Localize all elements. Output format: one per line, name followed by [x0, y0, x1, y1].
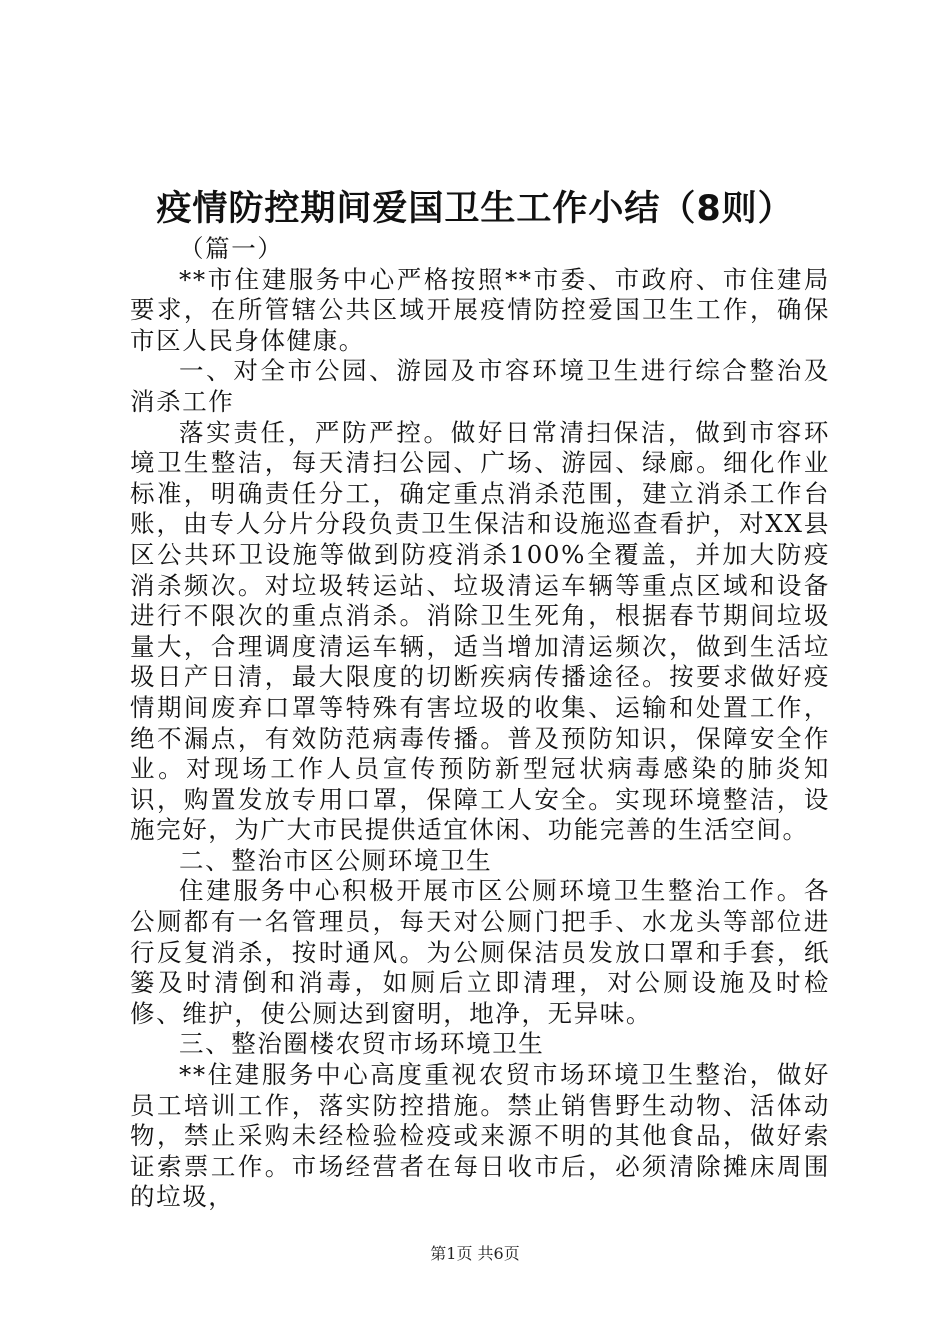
section-heading-1: 一、对全市公园、游园及市容环境卫生进行综合整治及消杀工作 — [130, 356, 830, 416]
body-paragraph-2: 住建服务中心积极开展市区公厕环境卫生整治工作。各公厕都有一名管理员，每天对公厕门把手、水龙头等部位进行反复消杀，按时通风。为公厕保洁员发放口罩和手套，纸篓及时清倒和消毒，如厕后立即清理，对公厕设施及时检修、维护，使公厕达到窗明，地净，无异味。 — [130, 876, 830, 1028]
body-paragraph-3: **住建服务中心高度重视农贸市场环境卫生整治，做好员工培训工作，落实防控措施。禁止销售野生动物、活体动物，禁止采购未经检验检疫或来源不明的其他食品，做好索证索票工作。市场经营者在每日收市后，必须清除摊床周围的垃圾， — [130, 1060, 830, 1212]
document-title: 疫情防控期间爱国卫生工作小结（8则） — [156, 189, 794, 229]
page-footer: 第1页 共6页 — [430, 1244, 520, 1263]
document-body — [130, 234, 830, 1213]
section-heading-2: 二、整治市区公厕环境卫生 — [179, 845, 493, 875]
section-heading-3: 三、整治圈楼农贸市场环境卫生 — [179, 1029, 545, 1059]
intro-paragraph: **市住建服务中心严格按照**市委、市政府、市住建局要求，在所管辖公共区域开展疫情防控爱国卫生工作，确保市区人民身体健康。 — [130, 264, 830, 355]
body-paragraph-1: 落实责任，严防严控。做好日常清扫保洁，做到市容环境卫生整洁，每天清扫公园、广场、游园、绿廊。细化作业标准，明确责任分工，确定重点消杀范围，建立消杀工作台账，由专人分片分段负责卫生保洁和设施巡查看护，对XX县区公共环卫设施等做到防疫消杀100%全覆盖，并加大防疫消杀频次。对垃圾转运站、垃圾清运车辆等重点区域和设备进行不限次的重点消杀。消除卫生死角，根据春节期间垃圾量大，合理调度清运车辆，适当增加清运频次，做到生活垃圾日产日清，最大限度的切断疾病传播途径。按要求做好疫情期间废弃口罩等特殊有害垃圾的收集、运输和处置工作，绝不漏点，有效防范病毒传播。普及预防知识，保障安全作业。对现场工作人员宣传预防新型冠状病毒感染的肺炎知识，购置发放专用口罩，保障工人安全。实现环境整洁，设施完好，为广大市民提供适宜休闲、功能完善的生活空间。 — [130, 417, 830, 845]
section-label: （篇一） — [179, 234, 284, 263]
